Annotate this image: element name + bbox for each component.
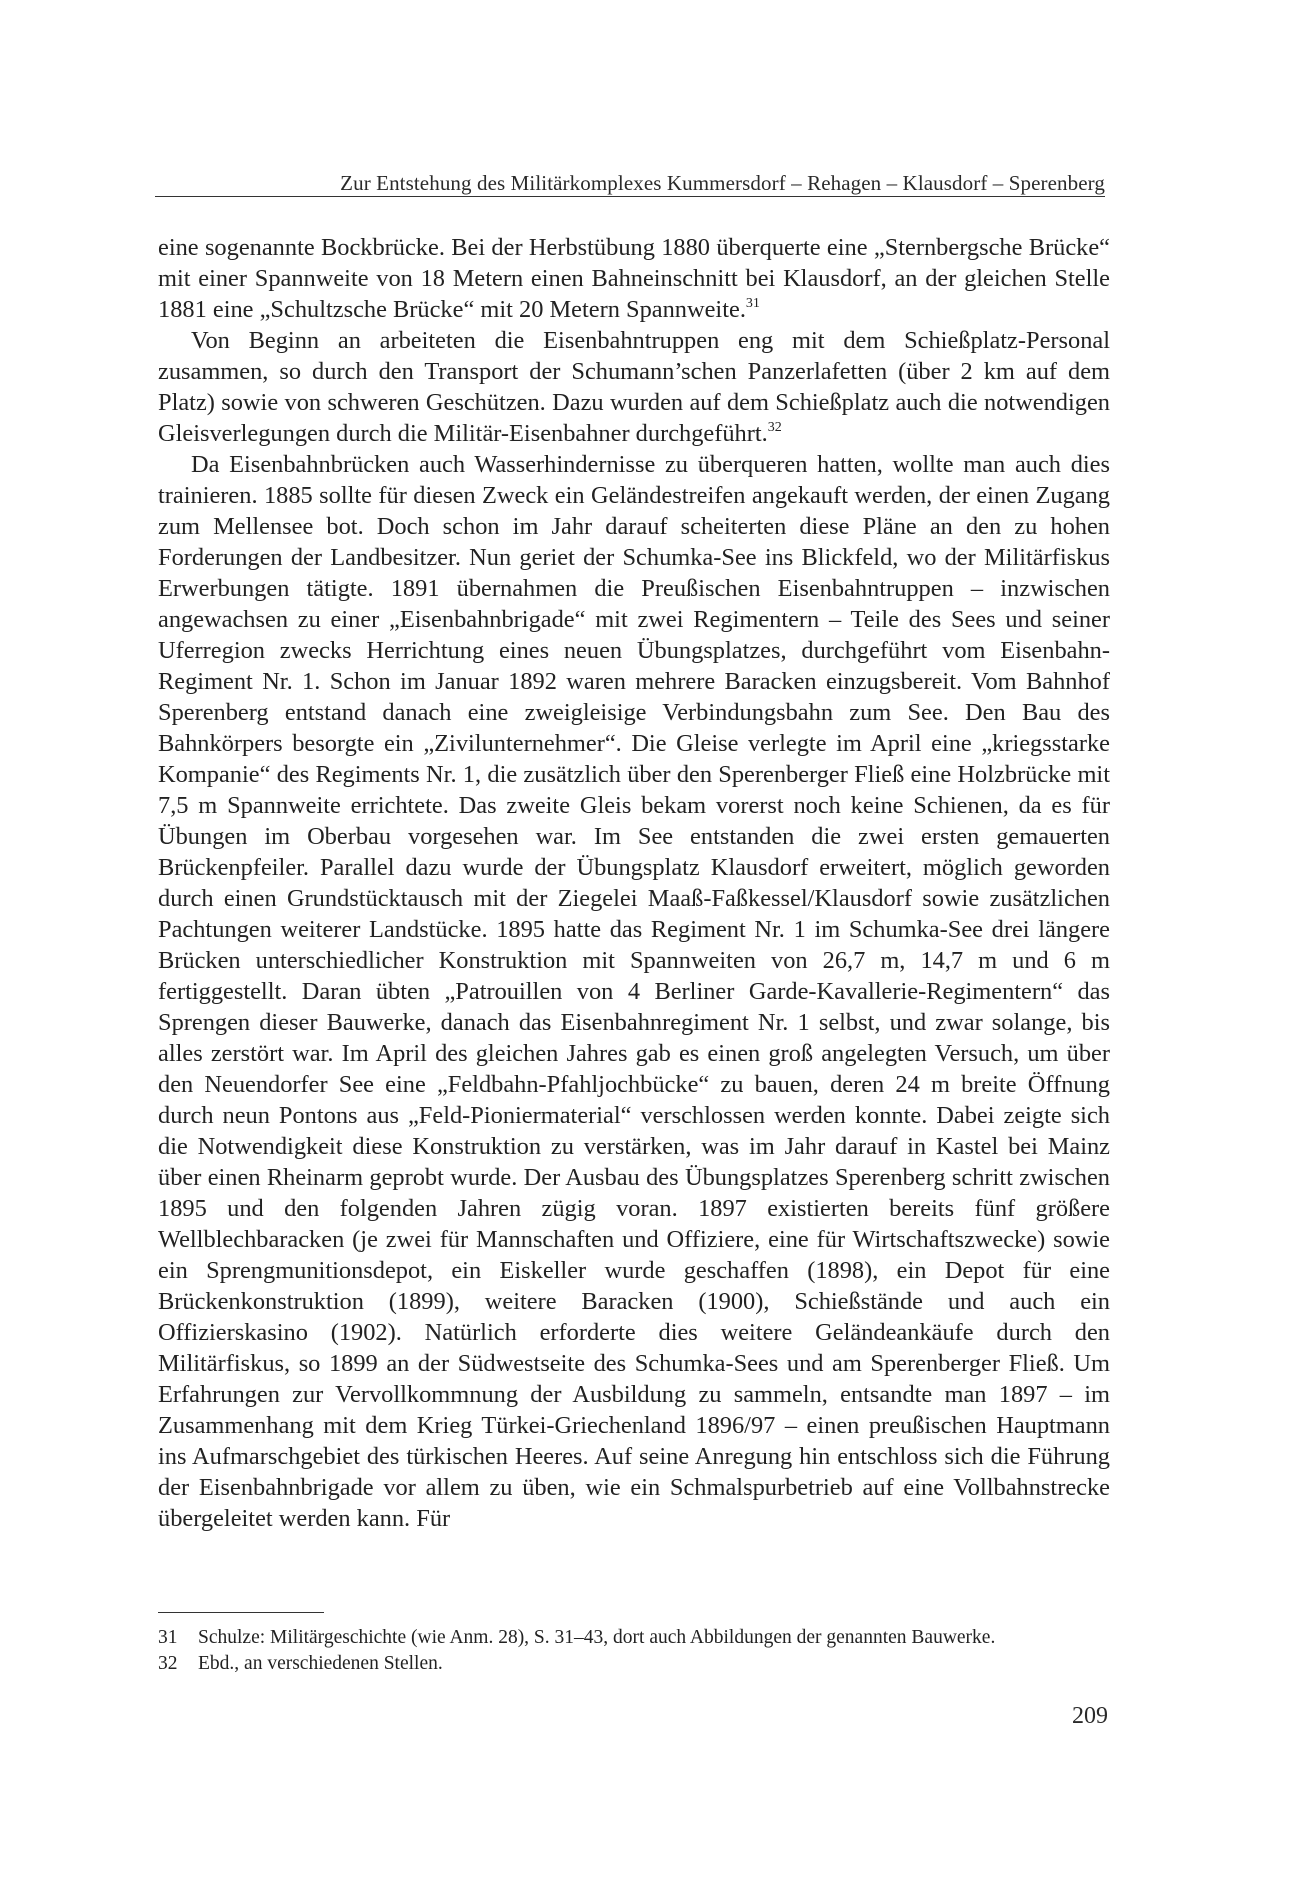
footnote-text: Ebd., an verschiedenen Stellen. (198, 1653, 443, 1674)
footnotes (158, 1625, 1110, 1677)
running-head: Zur Entstehung des Militärkomplexes Kummersdorf – Rehagen – Klausdorf – Sperenberg (340, 171, 1105, 195)
footnote-rule (158, 1612, 324, 1613)
paragraph-1-text: eine sogenannte Bockbrücke. Bei der Herbstübung 1880 überquerte eine „Sternbergsche Brücke“ mit einer Spannweite von 18 Metern einen Bahneinschnitt bei Klausdorf, an der gleichen Stelle 1881 eine „Schultzsche Brücke“ mit 20 Metern Spannweite. (158, 234, 1110, 323)
footnote-number: 32 (158, 1653, 178, 1674)
paragraph-2 (158, 325, 1110, 449)
footnote-text: Schulze: Militärgeschichte (wie Anm. 28), S. 31–43, dort auch Abbildungen der genannten Bauwerke. (198, 1627, 996, 1648)
footnote-ref-32: 32 (767, 419, 782, 435)
footnote-31 (158, 1625, 1110, 1651)
paragraph-3: Da Eisenbahnbrücken auch Wasserhindernisse zu überqueren hatten, wollte man auch dies trainieren. 1885 sollte für diesen Zweck ein Geländestreifen angekauft werden, der einen Zugang zum Mellensee bot. Doch schon im Jahr darauf scheiterten diese Pläne an den zu hohen Forderungen der Landbesitzer. Nun geriet der Schumka-See ins Blickfeld, wo der Militärfiskus Erwerbungen tätigte. 1891 übernahmen die Preußischen Eisenbahntruppen – inzwischen angewachsen zu einer „Eisenbahnbrigade“ mit zwei Regimentern – Teile des Sees und seiner Uferregion zwecks Herrichtung eines neuen Übungsplatzes, durchgeführt vom Eisenbahn-Regiment Nr. 1. Schon im Januar 1892 waren mehrere Baracken einzugsbereit. Vom Bahnhof Sperenberg entstand danach eine zweigleisige Verbindungsbahn zum See. Den Bau des Bahnkörpers besorgte ein „Zivilunternehmer“. Die Gleise verlegte im April eine „kriegsstarke Kompanie“ des Regiments Nr. 1, die zusätzlich über den Sperenberger Fließ eine Holzbrücke mit 7,5 m Spannweite errichtete. Das zweite Gleis bekam vorerst noch keine Schienen, da es für Übungen im Oberbau vorgesehen war. Im See entstanden die zwei ersten gemauerten Brückenpfeiler. Parallel dazu wurde der Übungsplatz Klausdorf erweitert, möglich geworden durch einen Grundstücktausch mit der Ziegelei Maaß-Faßkessel/Klausdorf sowie zusätzlichen Pachtungen weiterer Landstücke. 1895 hatte das Regiment Nr. 1 im Schumka-See drei längere Brücken unterschiedlicher Konstruktion mit Spannweiten von 26,7 m, 14,7 m und 6 m fertiggestellt. Daran übten „Patrouillen von 4 Berliner Garde-Kavallerie-Regimentern“ das Sprengen dieser Bauwerke, danach das Eisenbahnregiment Nr. 1 selbst, und zwar solange, bis alles zerstört war. Im April des gleichen Jahres gab es einen groß angelegten Versuch, um über den Neuendorfer See eine „Feldbahn-Pfahljochbücke“ zu bauen, deren 24 m breite Öffnung durch neun Pontons aus „Feld-Pioniermaterial“ verschlossen werden konnte. Dabei zeigte sich die Notwendigkeit diese Konstruktion zu verstärken, was im Jahr darauf in Kastel bei Mainz über einen Rheinarm geprobt wurde. Der Ausbau des Übungsplatzes Sperenberg schritt zwischen 1895 und den folgenden Jahren zügig voran. 1897 existierten bereits fünf größere Wellblechbaracken (je zwei für Mannschaften und Offiziere, eine für Wirtschaftszwecke) sowie ein Sprengmunitionsdepot, ein Eiskeller wurde geschaffen (1898), ein Depot für eine Brückenkonstruktion (1899), weitere Baracken (1900), Schießstände und auch ein Offizierskasino (1902). Natürlich erforderte dies weitere Geländeankäufe durch den Militärfiskus, so 1899 an der Südwestseite des Schumka-Sees und am Sperenberger Fließ. Um Erfahrungen zur Vervollkommnung der Ausbildung zu sammeln, entsandte man 1897 – im Zusammenhang mit dem Krieg Türkei-Griechenland 1896/97 – einen preußischen Hauptmann ins Aufmarschgebiet des türkischen Heeres. Auf seine Anregung hin entschloss sich die Führung der Eisenbahnbrigade vor allem zu üben, wie ein Schmalspurbetrieb auf eine Vollbahnstrecke übergeleitet werden kann. Für (158, 451, 1110, 1532)
page-number: 209 (1072, 1703, 1108, 1729)
paragraph-1 (158, 232, 1110, 325)
header-rule (155, 196, 1105, 197)
footnote-32 (158, 1651, 1110, 1677)
main-text (158, 232, 1110, 1534)
paragraph-2-text: Von Beginn an arbeiteten die Eisenbahntruppen eng mit dem Schießplatz-Personal zusammen, so durch den Transport der Schumann’schen Panzerlafetten (über 2 km auf dem Platz) sowie von schweren Geschützen. Dazu wurden auf dem Schießplatz auch die notwendigen Gleisverlegungen durch die Militär-Eisenbahner durchgeführt. (158, 327, 1110, 447)
footnote-number: 31 (158, 1627, 178, 1648)
footnote-ref-31: 31 (745, 295, 760, 311)
